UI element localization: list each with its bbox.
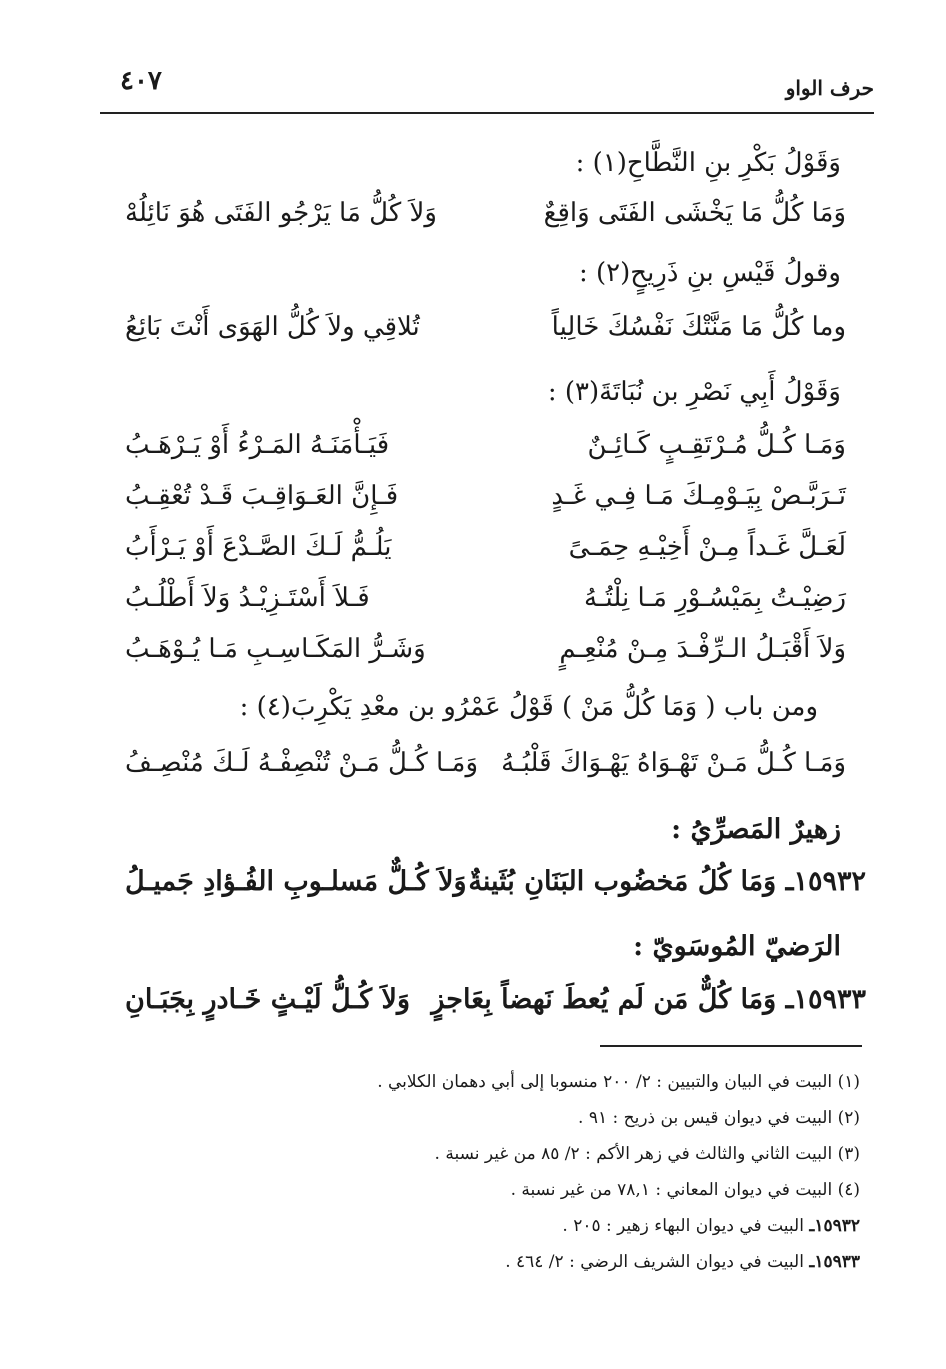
- verse-second-hemistich: فَيَـأْمَنَـهُ المَـرْءُ أَوْ يَـرْهَـبُ: [125, 430, 390, 460]
- footnote-text: البيت في ديوان قيس بن ذريح : ٩١ .: [578, 1108, 833, 1128]
- verse-second-hemistich: وَمَـا كُـلُّ مَـنْ تُنْصِفْـهُ لَـكَ مُنْصِـفُ: [125, 748, 479, 778]
- footnote-text: البيت في ديوان البهاء زهير : ٢٠٥ .: [562, 1216, 804, 1236]
- verse-second-hemistich: يَلُـمُّ لَـكَ الصَّـدْعَ أَوْ يَـرْأَبُ: [125, 532, 392, 562]
- footnote-number: ١٥٩٣٣ـ: [809, 1252, 860, 1272]
- footnote-item: [377, 1140, 860, 1176]
- verse-second-hemistich: وَلاَ كُـلُّ لَيْـثٍ خَـادرٍ بِجَبَـانِ: [125, 984, 410, 1015]
- footnote-number: (٢): [837, 1108, 860, 1128]
- footnote-divider: [600, 1045, 862, 1047]
- page-header: [100, 60, 874, 110]
- verse-line: [125, 532, 846, 582]
- verse-second-hemistich: فَـإِنَّ العَـوَاقِـبَ قَـدْ تُعْقِـبُ: [125, 481, 399, 511]
- verse-first-hemistich: وما كُلُّ مَا مَنَّتْكَ نَفْسُكَ خَالِياً: [551, 312, 846, 342]
- verse-second-hemistich: وَشَـرُّ المَكَـاسِـبِ مَـا يُـوْهَـبُ: [125, 634, 426, 664]
- verse-second-hemistich: وَلاَ كُـلٌّ مَسلـوبِ الفُـؤادِ جَميـلُ: [125, 866, 467, 897]
- verse-first-hemistich: تَـرَبَّـصْ بِيَـوْمِـكَ مَـا فِـي غَـدٍ: [551, 481, 846, 511]
- footnote-item: [377, 1212, 860, 1248]
- verse-line: [125, 748, 846, 798]
- footnote-text: البيت في ديوان المعاني : ٧٨,١ من غير نسبة .: [510, 1180, 833, 1200]
- footnote-number: (١): [837, 1072, 860, 1092]
- verse-first-hemistich: وَمَا كُلُّ مَا يَخْشَى الفَتَى وَاقِعٌ: [543, 198, 846, 228]
- verse-line: [125, 866, 866, 916]
- footnote-text: البيت الثاني والثالث في زهر الأكم : ٢/ ٨٥ من غير نسبة .: [434, 1144, 833, 1164]
- verse-second-hemistich: فَـلاَ أَسْتَـزِيْـدُ وَلاَ أَطْلُـبُ: [125, 583, 370, 613]
- verse-first-hemistich: وَمَـا كُـلُّ مَـنْ تَهْـوَاهُ يَهْـوَاكَ قَلْبُـهُ: [501, 748, 846, 778]
- verse-second-hemistich: تُلاقِي ولاَ كُلُّ الهَوَى أَنْتَ بَائِعُ: [125, 312, 420, 342]
- footnote-item: [377, 1248, 860, 1284]
- page-number: ٤٠٧: [120, 66, 162, 96]
- verse-line: [125, 634, 846, 684]
- verse-line: [125, 984, 866, 1034]
- footnote-text: البيت في البيان والتبيين : ٢/ ٢٠٠ منسوبا إلى أبي دهمان الكلابي .: [377, 1072, 833, 1092]
- verse-first-hemistich: وَمَـا كُـلُّ مُـرْتَقِـبٍ كَـائِـنٌ: [587, 430, 846, 460]
- verse-line: [125, 430, 846, 480]
- footnote-item: [377, 1104, 860, 1140]
- poet-heading: الرَضيّ المُوسَويّ :: [633, 931, 841, 962]
- verse-line: [125, 198, 846, 248]
- verse-first-hemistich: لَعَـلَّ غَـداً مِـنْ أَخِيْـهِ حِمَـىً: [568, 532, 846, 562]
- header-divider: [100, 112, 874, 114]
- poem-intro: وقولُ قَيْسِ بنِ ذَرِيحٍ(٢) :: [579, 258, 841, 288]
- footnote-number: ١٥٩٣٢ـ: [809, 1216, 860, 1236]
- footnote-item: [377, 1176, 860, 1212]
- verse-line: [125, 481, 846, 531]
- footnotes: [377, 1068, 860, 1284]
- poem-intro: وَقَوْلُ بَكْرِ بنِ النَّطَّاحِ(١) :: [575, 148, 841, 178]
- verse-second-hemistich: وَلاَ كُلُّ مَا يَرْجُو الفَتَى هُوَ نَائِلُهْ: [125, 198, 437, 228]
- footnote-number: (٣): [837, 1144, 860, 1164]
- verse-first-hemistich: ١٥٩٣٢ـ وَمَا كُلُ مَخضُوب البَنَانِ بُثَينةٌ: [468, 866, 866, 897]
- poem-intro: ومن باب ( وَمَا كُلُّ مَنْ ) قَوْلُ عَمْرُو بن معْدِ يَكْرِبَ(٤) :: [239, 692, 818, 722]
- poem-intro: وَقَوْلُ أَبِي نَصْرِ بن نُبَاتَةَ(٣) :: [547, 377, 841, 407]
- verse-first-hemistich: وَلاَ أَقْبَـلُ الـرِّفْـدَ مِـنْ مُنْعِـمٍ: [559, 634, 846, 664]
- verse-first-hemistich: ١٥٩٣٣ـ وَمَا كُلٌّ مَن لَم يُعطَ نَهضاً بِعَاجزٍ: [431, 984, 866, 1015]
- verse-line: [125, 312, 846, 362]
- footnote-text: البيت في ديوان الشريف الرضي : ٢/ ٤٦٤ .: [505, 1252, 804, 1272]
- verse-first-hemistich: رَضِيْـتُ بِمَيْسُـوْرِ مَـا نِلْتُـهُ: [583, 583, 846, 613]
- footnote-number: (٤): [837, 1180, 860, 1200]
- poet-heading: زهيرٌ المَصرِّيُ :: [671, 814, 841, 845]
- footnote-item: [377, 1068, 860, 1104]
- section-title: حرف الواو: [785, 76, 874, 100]
- verse-line: [125, 583, 846, 633]
